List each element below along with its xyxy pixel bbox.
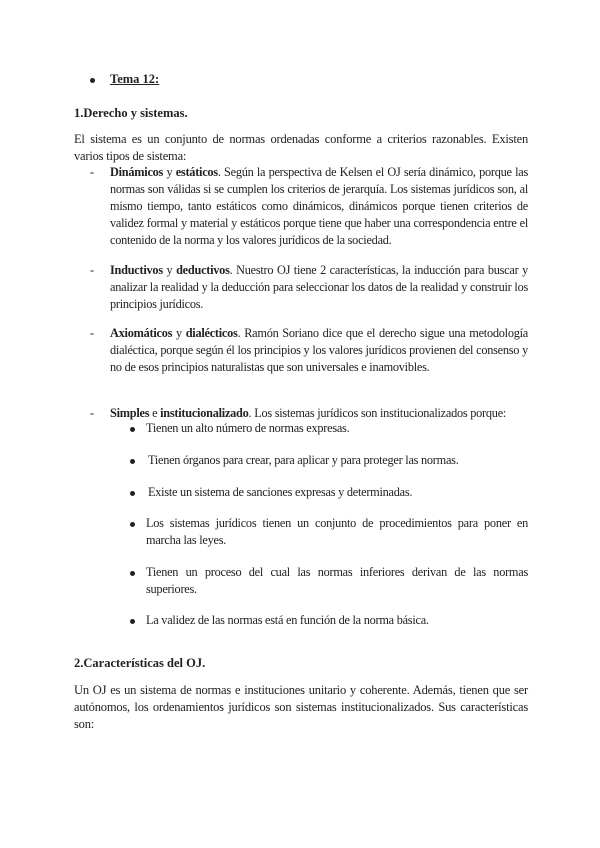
sub-bullet-dot [130,459,135,464]
list-item-axiomaticos [110,325,528,376]
sub-bullet-item: Tienen un proceso del cual las normas inferiores derivan de las normas superiores. [146,565,528,596]
section1-intro: El sistema es un conjunto de normas ordenadas conforme a criterios razonables. Existen varios tipos de sistema: [74,132,528,163]
topic-title: Tema 12: [110,72,160,86]
item-dash: - [90,263,95,277]
item-dash: - [90,165,95,179]
section2-intro: Un OJ es un sistema de normas e instituciones unitario y coherente. Además, tienen que ser autónomos, los ordenamientos jurídicos son sistemas institucionalizados. Sus características son: [74,683,528,731]
item-term-a: Dinámicos [110,165,164,179]
sub-bullet-item: Tienen órganos para crear, para aplicar y para proteger las normas. [148,453,459,467]
sub-bullet-dot [130,619,135,624]
sub-bullet-item: Tienen un alto número de normas expresas. [146,421,350,435]
item-term-a: Simples [110,406,150,420]
item-term-b: dialécticos [185,326,238,340]
item-term-b: estáticos [175,165,218,179]
topic-line [76,72,159,87]
sub-bullet-item: Existe un sistema de sanciones expresas y determinadas. [148,485,413,499]
item-term-a: Axiomáticos [110,326,173,340]
sub-bullet-item: Los sistemas jurídicos tienen un conjunto de procedimientos para poner en marcha las leyes. [146,516,528,547]
section1-heading: 1.Derecho y sistemas. [74,106,188,120]
item-connector: e [149,406,161,420]
item-text: . Ramón Soriano dice que el derecho sigue una metodología dialéctica, porque según él los principios y los valores jurídicos provienen del consenso y no de esos principios naturalistas que son universales e inamovibles. [110,326,529,374]
item-text: . Los sistemas jurídicos son institucionalizados porque: [248,406,507,420]
item-text: . Según la perspectiva de Kelsen el OJ sería dinámico, porque las normas son válidas si se cumplen los criterios de jerarquía. Los sistemas jurídicos son, al mismo tiempo, tanto estáticos como dinámicos, dinámicos porque tienen criterios de validez formal y material y estáticos porque tiene que haber una correspondencia entre el contenido de la norma y los valores jurídicos de la sociedad. [110,165,529,247]
sub-bullet-dot [130,491,135,496]
item-term-b: deductivos [176,263,230,277]
section2-heading: 2.Características del OJ. [74,656,206,670]
item-dash: - [90,406,95,420]
item-term-b: institucionalizado [160,406,249,420]
list-item-dinamicos [110,164,528,249]
item-term-a: Inductivos [110,263,163,277]
sub-bullet-dot [130,522,135,527]
sub-bullet-item: La validez de las normas está en función de la norma básica. [146,613,429,627]
list-item-inductivos [110,262,528,313]
item-text: . Nuestro OJ tiene 2 características, la inducción para buscar y analizar la realidad y la deducción para seleccionar los datos de la realidad y construir los principios jurídicos. [110,263,528,311]
item-dash: - [90,326,95,340]
sub-bullet-dot [130,571,135,576]
item-connector: y [172,326,186,340]
item-connector: y [162,263,177,277]
item-connector: y [163,165,176,179]
sub-bullet-dot [130,427,135,432]
